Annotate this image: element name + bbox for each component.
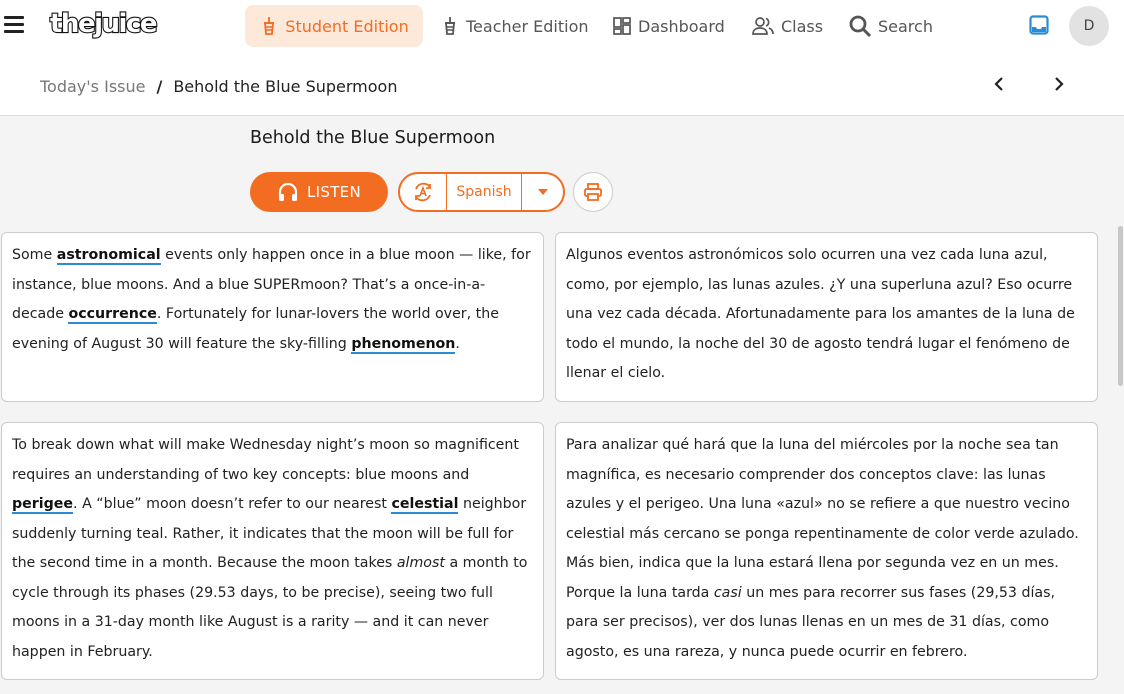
nav-label: Teacher Edition: [466, 16, 589, 36]
caret-down-icon: [537, 188, 549, 196]
vocab-word[interactable]: occurrence: [68, 306, 157, 322]
nav-search[interactable]: [848, 5, 933, 47]
nav-label: Class: [781, 16, 824, 36]
emphasis-text: casi: [713, 584, 742, 601]
print-button[interactable]: [573, 172, 613, 212]
vocab-word[interactable]: astronomical: [56, 247, 161, 263]
vocab-word[interactable]: phenomenon: [351, 335, 456, 352]
breadcrumb: [40, 77, 397, 96]
cup-icon: [440, 16, 460, 36]
logo[interactable]: thejuice: [50, 9, 156, 39]
listen-button[interactable]: [250, 172, 388, 212]
listen-label: LISTEN: [307, 183, 361, 201]
search-icon: [848, 14, 872, 38]
cup-icon: [259, 16, 279, 36]
headphones-icon: [277, 182, 299, 202]
translate-control: [398, 172, 565, 212]
chevron-right-icon[interactable]: [1052, 76, 1066, 92]
paragraph-english: Some astronomical events only happen once in a blue moon — like, for instance, blue moons. And a blue SUPERmoon? That’s a once-in-a-decade occurrence. Fortunately for lunar-lovers the world over, the evening of August 30 will feature the sky-filling phenomenon.: [1, 232, 544, 402]
nav-student-edition[interactable]: [245, 5, 423, 47]
chevron-left-icon[interactable]: [992, 76, 1006, 92]
nav-label: Student Edition: [285, 16, 409, 36]
printer-icon: [583, 182, 603, 202]
vocab-word[interactable]: celestial: [391, 496, 459, 512]
nav-dashboard[interactable]: [612, 5, 725, 47]
language-dropdown[interactable]: [522, 188, 563, 196]
nav-label: Search: [878, 16, 933, 36]
breadcrumb-current: Behold the Blue Supermoon: [173, 77, 398, 96]
language-label[interactable]: Spanish: [447, 174, 522, 210]
paragraph-spanish: Para analizar qué hará que la luna del miércoles por la noche sea tan magnífica, es necesario comprender dos conceptos clave: las lunas azules y el perigeo. Una luna «azul» no se refiere a que nuestro vecino celestial más cercano se ponga repentinamente de color verde azulado. Más bien, indica que la luna estará llena por segunda vez en un mes. Porque la luna tarda casi un mes para recorrer sus fases (29,53 días, para ser precisos), ver dos lunas llenas en un mes de 31 días, como agosto, es una rareza, y nunca puede ocurrir en febrero.: [555, 422, 1098, 680]
paragraph-spanish: Algunos eventos astronómicos solo ocurren una vez cada luna azul, como, por ejemplo, las lunas azules. ¿Y una superluna azul? Eso ocurre una vez cada década. Afortunadamente para los amantes de la luna de todo el mundo, la noche del 30 de agosto tendrá lugar el fenómeno de llenar el cielo.: [555, 232, 1098, 402]
nav-label: Dashboard: [638, 16, 725, 36]
breadcrumb-separator: /: [156, 77, 163, 96]
breadcrumb-bar: [0, 52, 1124, 116]
scrollbar[interactable]: [1118, 226, 1123, 386]
translate-button[interactable]: [400, 174, 447, 210]
top-navigation: [0, 0, 1124, 52]
article-title: Behold the Blue Supermoon: [250, 128, 496, 148]
inbox-icon[interactable]: [1029, 15, 1049, 35]
nav-teacher-edition[interactable]: [440, 5, 589, 47]
menu-icon[interactable]: [4, 16, 24, 32]
breadcrumb-home[interactable]: Today's Issue: [40, 77, 146, 96]
nav-class[interactable]: [751, 5, 823, 47]
dashboard-icon: [612, 16, 632, 36]
translate-icon: [412, 181, 434, 203]
vocab-word[interactable]: perigee: [12, 496, 74, 512]
people-icon: [751, 16, 775, 36]
avatar[interactable]: D: [1069, 6, 1109, 46]
paragraph-english: To break down what will make Wednesday night’s moon so magnificent requires an understanding of two key concepts: blue moons and perigee. A “blue” moon doesn’t refer to our nearest celestial neighbor suddenly turning teal. Rather, it indicates that the moon will be full for the second time in a month. Because the moon takes almost a month to cycle through its phases (29.53 days, to be precise), seeing two full moons in a 31-day month like August is a rarity — and it can never happen in February.: [1, 422, 544, 680]
emphasis-text: almost: [396, 555, 445, 571]
